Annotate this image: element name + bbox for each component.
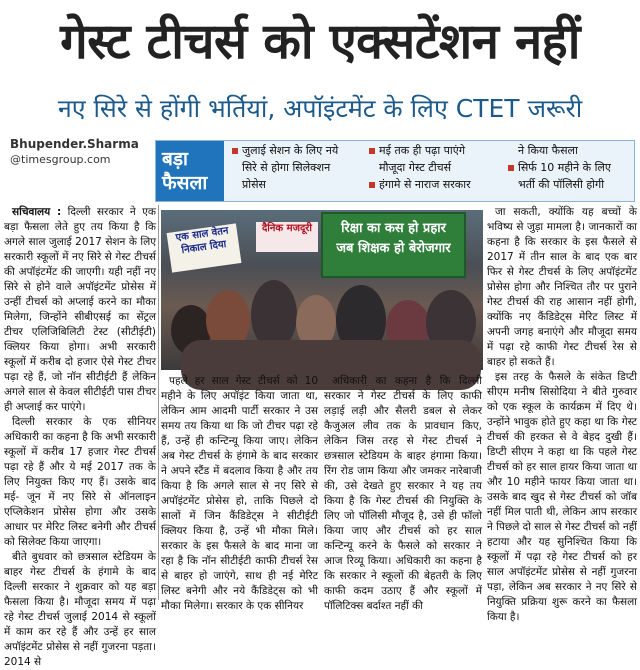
article-paragraph: जा सकती, क्योंकि यह बच्चों के भविष्य से जुड़ा मामला है। जानकारों का कहना है कि सरकार के इस फैसले से 2017 में तीन साल के बाद एक बार फिर से गेस्ट टीचर्स के लिए अपॉइंटमेंट प्रोसेस होगा और निश्चित तौर पर पुराने गेस्ट टीचर्स की राह आसान नहीं होगी, क्योंकि नए कैंडिडेट्स मेरिट लिस्ट में अपनी जगह बनाएंगे और मौजूदा समय में पढ़ा रहे काफी गेस्ट टीचर्स रेस से बाहर हो सकते हैं। bbox=[487, 206, 637, 368]
highlight-point-cont: मौजूदा गेस्ट टीचर्स bbox=[379, 161, 452, 174]
byline bbox=[10, 137, 160, 167]
article-column-1 bbox=[4, 205, 156, 668]
article-column-3 bbox=[324, 374, 482, 612]
highlight-box-title: बड़ा फैसला bbox=[156, 141, 224, 201]
highlight-col-3 bbox=[508, 144, 632, 195]
dateline: सचिवालय : bbox=[12, 206, 62, 218]
protest-sign: दैनिक मजदूरी bbox=[256, 222, 318, 252]
highlight-point-cont: प्रोसेस bbox=[242, 178, 266, 191]
article-paragraph: बीते बुधवार को छत्रसाल स्टेडियम के बाहर गेस्ट टीचर्स के हंगामे के बाद दिल्ली सरकार ने शुक्रवार को यह बड़ा फैसला किया है। मौजूदा समय में पढ़ा रहे गेस्ट टीचर्स जुलाई 2014 से स्कूलों में काम कर रहे हैं और उन्हें हर साल अपॉइंटमेंट प्रोसेस से नहीं गुजरना पड़ता। 2014 से bbox=[4, 551, 156, 668]
article-text: दिल्ली सरकार ने एक बड़ा फैसला लेते हुए तय किया है कि अगले साल जुलाई 2017 सेशन के लिए सरकारी स्कूलों में नए सिरे से गेस्ट टीचर्स की अपॉइंटमेंट की जाएगी। यही नहीं नए सिरे से होने वाले अपॉइंटमेंट प्रोसेस में उन्हीं टीचर्स को अप्लाई करने का मौका मिलेगा, जिन्होंने सीबीएसई का सेंट्रल टीचर एलिजिबिलिटी टेस्ट (सीटीईटी) क्लियर किया होगा। अभी सरकारी स्कूलों में करीब दो हजार ऐसे गेस्ट टीचर पढ़ा रहे हैं, जो नॉन सीटीईटी हैं लेकिन अगले साल से केवल सीटीईटी पास टीचर ही अप्लाई कर पाएंगे। bbox=[4, 206, 156, 413]
protest-photo bbox=[161, 210, 483, 370]
column-divider bbox=[158, 205, 159, 600]
article-column-2 bbox=[161, 374, 318, 612]
article-paragraph: पहले हर साल गेस्ट टीचर्स को 10 महीने के लिए अपॉइंट किया जाता था, लेकिन आम आदमी पार्टी सरकार ने उस समय तय किया था कि जो टीचर पढ़ा रहे हैं, उन्हें ही कन्टिन्यू किया जाए। लेकिन अब गेस्ट टीचर्स के हंगामे के बाद सरकार ने अपने स्टैंड में बदलाव किया है और तय किया है कि अगले साल से नए सिरे से अपॉइंटमेंट प्रोसेस हो, ताकि पिछले दो सालों में जिन कैंडिडेट्स ने सीटीईटी क्लियर किया है, उन्हें भी मौका मिले। सरकार के इस फैसले के बाद माना जा रहा है कि नॉन सीटीईटी काफी टीचर्स रेस से बाहर हो जाएंगे, साथ ही नई मेरिट लिस्ट बनेगी और नये कैंडिडेट्स को भी मौका मिलेगा। सरकार के एक सीनियर bbox=[161, 375, 318, 612]
highlight-point: सिर्फ 10 महीने के लिए bbox=[508, 161, 632, 175]
highlight-box bbox=[155, 140, 635, 202]
protest-banner bbox=[321, 212, 466, 278]
highlight-col-2 bbox=[369, 144, 501, 195]
protest-sign: एक साल वेतन निकाल दिया bbox=[167, 223, 242, 272]
highlight-point: हंगामे से नाराज सरकार bbox=[369, 178, 501, 192]
headline: गेस्ट टीचर्स को एक्सटेंशन नहीं bbox=[60, 13, 580, 70]
highlight-point: मई तक ही पढ़ा पाएंगे bbox=[369, 144, 501, 158]
article-paragraph: इस तरह के फैसले के संकेत डिप्टी सीएम मनीष सिसोदिया ने बीते गुरुवार को एक स्कूल के कार्यक्रम में दिए थे। उन्होंने भावुक होते हुए कहा था कि गेस्ट टीचर्स की हरकत से वे बेहद दुखी हैं। डिप्टी सीएम ने कहा था कि पहले गेस्ट टीचर्स को हर साल हायर किया जाता था और 10 महीने फायर किया जाता था। उसके बाद खुद से गेस्ट टीचर्स को जॉब नहीं मिल पाती थी, लेकिन आप सरकार ने पिछले दो साल से गेस्ट टीचर्स को नहीं हटाया और यह सुनिश्चित किया कि स्कूलों में पढ़ा रहे गेस्ट टीचर्स को हर साल अपॉइंटमेंट प्रोसेस से नहीं गुजरना पड़ा, लेकिन अब सरकार ने नए सिरे से नियुक्ति प्रक्रिया शुरू करने का फैसला किया है। bbox=[487, 371, 637, 623]
article-column-4 bbox=[487, 205, 637, 623]
byline-handle: @timesgroup.com bbox=[10, 153, 111, 166]
byline-name: Bhupender.Sharma bbox=[10, 137, 139, 151]
article-paragraph: अधिकारी का कहना है कि दिल्ली सरकार ने गेस्ट टीचर्स के लिए काफी लड़ाई लड़ी और सैलरी डबल से लेकर कैजुअल लीव तक के प्रावधान किए, लेकिन जिस तरह से गेस्ट टीचर्स ने छत्रसाल स्टेडियम के बाहर हंगामा किया। रिंग रोड जाम किया और जमकर नारेबाजी की, उसे देखते हुए सरकार ने यह तय किया है कि गेस्ट टीचर्स की नियुक्ति के लिए जो पॉलिसी मौजूद है, उसे ही फॉलो किया जाए और टीचर्स को हर साल कन्टिन्यू करने के फैसले को सरकार ने आज रिव्यू किया। अधिकारी का कहना है कि सरकार ने स्कूलों की बेहतरी के लिए काफी कदम उठाए हैं और स्कूलों में पॉलिटिक्स बर्दाश्त नहीं की bbox=[324, 375, 482, 612]
highlight-point-cont: भर्ती की पॉलिसी होगी bbox=[518, 178, 605, 191]
highlight-col-1 bbox=[232, 144, 362, 195]
highlight-point-cont: ने किया फैसला bbox=[518, 144, 578, 157]
highlight-point: जुलाई सेशन के लिए नये bbox=[232, 144, 362, 158]
protest-banner-line1: रिक्षा का कस हो प्रहार bbox=[341, 221, 446, 236]
protest-banner-line2: जब शिक्षक हो बेरोजगार bbox=[336, 241, 451, 256]
highlight-point-cont: सिरे से होगा सिलेक्शन bbox=[242, 161, 331, 174]
article-paragraph: दिल्ली सरकार के एक सीनियर अधिकारी का कहना है कि अभी सरकारी स्कूलों में करीब 17 हजार गेस्ट टीचर्स पढ़ा रहे हैं और ये मई 2017 तक के लिए नियुक्त किए गए हैं। उसके बाद मई- जून में नए सिरे से ऑनलाइन एप्लिकेशन प्रोसेस होगा और उसके आधार पर मेरिट लिस्ट बनेगी और टीचर्स को सिलेक्ट किया जाएगा। bbox=[4, 416, 156, 548]
subheadline: नए सिरे से होंगी भर्तियां, अपॉइंटमेंट के लिए CTET जरूरी bbox=[57, 94, 583, 123]
